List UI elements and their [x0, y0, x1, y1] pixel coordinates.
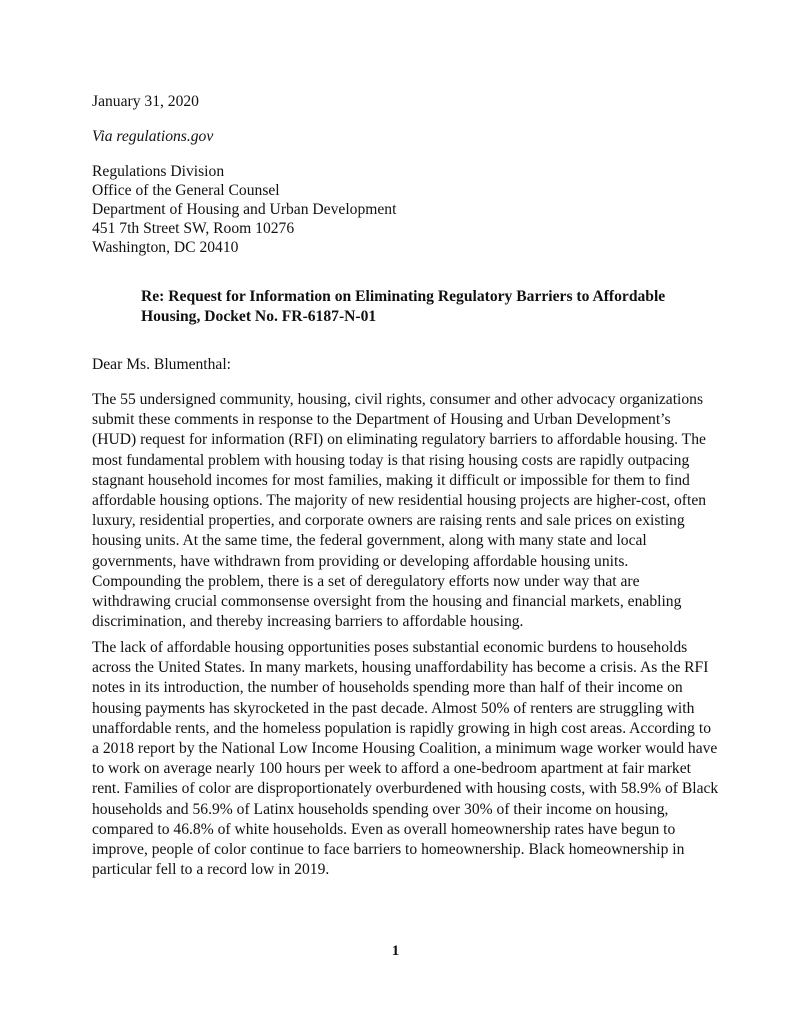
letter-date: January 31, 2020 [92, 93, 199, 110]
paragraph-line: a 2018 report by the National Low Income Housing Coalition, a minimum wage worker would have [92, 740, 718, 758]
paragraph-line: luxury, residential properties, and corporate owners are raising rents and sale prices on existing [92, 512, 685, 530]
salutation: Dear Ms. Blumenthal: [92, 356, 232, 373]
paragraph-line: Compounding the problem, there is a set of deregulatory efforts now under way that are [92, 572, 640, 590]
paragraph-line: The 55 undersigned community, housing, civil rights, consumer and other advocacy organizations [92, 391, 704, 408]
paragraph-line: withdrawing crucial commonsense oversight from the housing and financial markets, enabling [92, 593, 682, 611]
paragraph-line: stagnant household incomes for most families, making it difficult or impossible for them to find [92, 471, 690, 489]
paragraph-line: households and 56.9% of Latinx households spending over 30% of their income on housing, [92, 800, 669, 818]
paragraph-line: unaffordable rents, and the homeless population is rapidly growing in high cost areas. According to [92, 719, 711, 737]
subject-line [141, 287, 665, 327]
recipient-address [92, 162, 396, 257]
paragraph-line: most fundamental problem with housing today is that rising housing costs are rapidly outpacing [92, 451, 690, 469]
paragraph-line: housing units. At the same time, the federal government, along with many state and local [92, 532, 647, 550]
body-paragraph-1 [92, 390, 712, 632]
paragraph-line: improve, people of color continue to face barriers to homeownership. Black homeownership in [92, 841, 685, 859]
address-line: Department of Housing and Urban Development [92, 201, 397, 218]
subject-line-text: Housing, Docket No. FR-6187-N-01 [141, 308, 377, 325]
page-number: 1 [391, 943, 400, 959]
paragraph-line: notes in its introduction, the number of households spending more than half of their income on [92, 679, 683, 697]
paragraph-line: The lack of affordable housing opportunities poses substantial economic burdens to households [92, 639, 688, 656]
paragraph-line: to work on average nearly 100 hours per week to afford a one-bedroom apartment at fair market [92, 760, 691, 778]
delivery-method: Via regulations.gov [92, 128, 214, 145]
address-line: Office of the General Counsel [92, 182, 280, 199]
address-line: Regulations Division [92, 163, 225, 180]
paragraph-line: discrimination, and thereby increasing barriers to affordable housing. [92, 613, 524, 631]
paragraph-line: governments, have withdrawn from providing or developing affordable housing units. [92, 552, 629, 570]
paragraph-line: housing payments has skyrocketed in the past decade. Almost 50% of renters are struggling with [92, 699, 695, 717]
paragraph-line: compared to 46.8% of white households. Even as overall homeownership rates have begun to [92, 820, 676, 838]
body-paragraph-2 [92, 638, 719, 880]
paragraph-line: affordable housing options. The majority of new residential housing projects are higher-cost, often [92, 492, 707, 510]
paragraph-line: across the United States. In many markets, housing unaffordability has become a crisis. As the RFI [92, 659, 709, 677]
paragraph-line: submit these comments in response to the Department of Housing and Urban Development’s [92, 411, 671, 429]
address-line: 451 7th Street SW, Room 10276 [92, 220, 295, 237]
paragraph-line: (HUD) request for information (RFI) on eliminating regulatory barriers to affordable housing. The [92, 431, 706, 449]
paragraph-line: rent. Families of color are disproportionately overburdened with housing costs, with 58.9% of Black [92, 780, 719, 798]
address-line: Washington, DC 20410 [92, 239, 239, 256]
subject-line-text: Re: Request for Information on Eliminating Regulatory Barriers to Affordable [141, 288, 666, 305]
paragraph-line: particular fell to a record low in 2019. [92, 861, 330, 879]
